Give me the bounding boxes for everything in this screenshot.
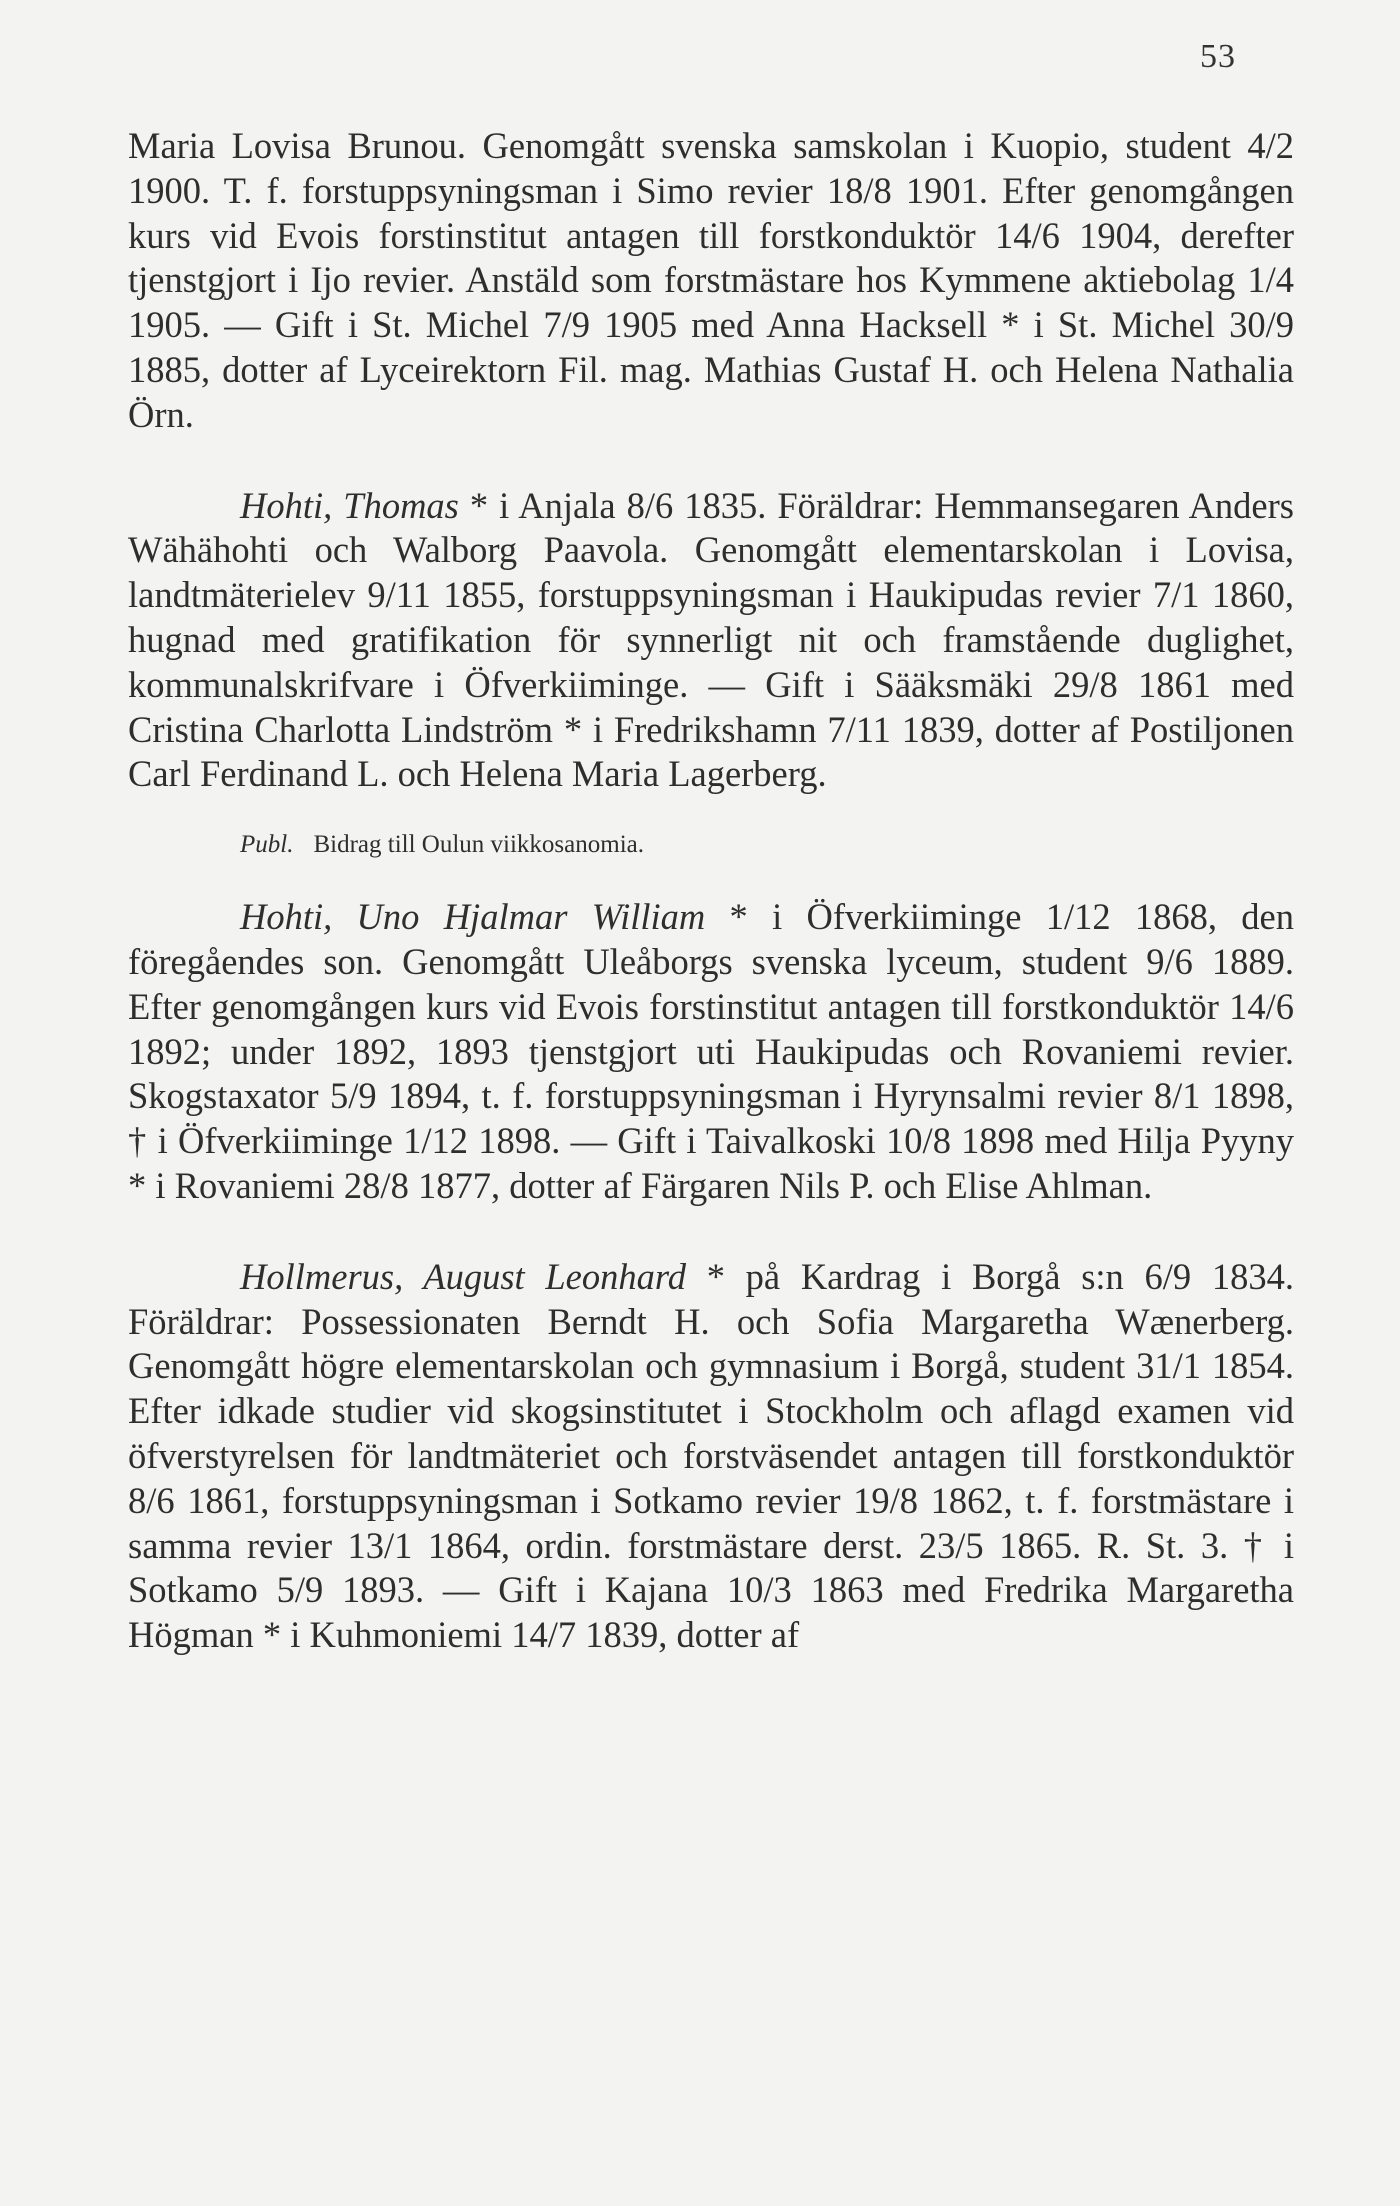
publication-label: Publ. bbox=[240, 831, 294, 859]
text-block bbox=[128, 124, 1294, 1658]
publication-text: Bidrag till Oulun viikkosanomia. bbox=[313, 831, 644, 859]
entry-hollmerus-august bbox=[128, 1255, 1294, 1658]
entry-text: * i Öfverkiiminge 1/12 1868, den föregåendes son. Genomgått Uleåborgs svenska lyceum, student 9/6 1889. Efter genomgången kurs vid Evois forstinstitut antagen till forstkonduktör 14/6 1892; under 1892, 1893 tjenstgjort uti Haukipudas och Rovaniemi revier. Skogstaxator 5/9 1894, t. f. forstuppsyningsman i Hyrynsalmi revier 8/1 1898, † i Öfverkiiminge 1/12 1898. — Gift i Taivalkoski 10/8 1898 med Hilja Pyyny * i Rovaniemi 28/8 1877, dotter af Färgaren Nils P. och Elise Ahlman. bbox=[128, 896, 1294, 1206]
entry-hohti-uno bbox=[128, 895, 1294, 1209]
entry-text: Maria Lovisa Brunou. Genomgått svenska samskolan i Kuopio, student 4/2 1900. T. f. forstuppsyningsman i Simo revier 18/8 1901. Efter genomgången kurs vid Evois forstinstitut antagen till forstkonduktör 14/6 1904, derefter tjenstgjort i Ijo revier. Anstäld som forstmästare hos Kymmene aktiebolag 1/4 1905. — Gift i St. Michel 7/9 1905 med Anna Hacksell * i St. Michel 30/9 1885, dotter af Lyceirektorn Fil. mag. Mathias Gustaf H. och Helena Nathalia Örn. bbox=[128, 125, 1294, 435]
entry-name: Hohti, Thomas bbox=[240, 484, 459, 526]
entry-text: * på Kardrag i Borgå s:n 6/9 1834. Föräldrar: Possessionaten Berndt H. och Sofia Margaretha Wænerberg. Genomgått högre elementarskolan och gymnasium i Borgå, student 31/1 1854. Efter idkade studier vid skogsinstitutet i Stockholm och aflagd examen vid öfverstyrelsen för landtmäteriet och forstväsendet antagen till forstkonduktör 8/6 1861, forstuppsyningsman i Sotkamo revier 19/8 1862, t. f. forstmästare i samma revier 13/1 1864, ordin. forstmästare derst. 23/5 1865. R. St. 3. † i Sotkamo 5/9 1893. — Gift i Kajana 10/3 1863 med Fredrika Margaretha Högman * i Kuhmoniemi 14/7 1839, dotter af bbox=[128, 1255, 1294, 1656]
entry-text: * i Anjala 8/6 1835. Föräldrar: Hemmansegaren Anders Wähähohti och Walborg Paavola. Genomgått elementarskolan i Lovisa, landtmäterielev 9/11 1855, forstuppsyningsman i Haukipudas revier 7/1 1860, hugnad med gratifikation för synnerligt nit och framstående duglighet, kommunalskrifvare i Öfverkiiminge. — Gift i Sääksmäki 29/8 1861 med Cristina Charlotta Lindström * i Fredrikshamn 7/11 1839, dotter af Postiljonen Carl Ferdinand L. och Helena Maria Lagerberg. bbox=[128, 484, 1294, 795]
entry-name: Hohti, Uno Hjalmar William bbox=[240, 896, 706, 938]
page-number: 53 bbox=[1200, 38, 1236, 75]
entry-continuation bbox=[128, 124, 1294, 438]
entry-name: Hollmerus, August Leonhard bbox=[240, 1255, 686, 1297]
publication-note bbox=[128, 829, 1294, 861]
entry-hohti-thomas bbox=[128, 484, 1294, 798]
